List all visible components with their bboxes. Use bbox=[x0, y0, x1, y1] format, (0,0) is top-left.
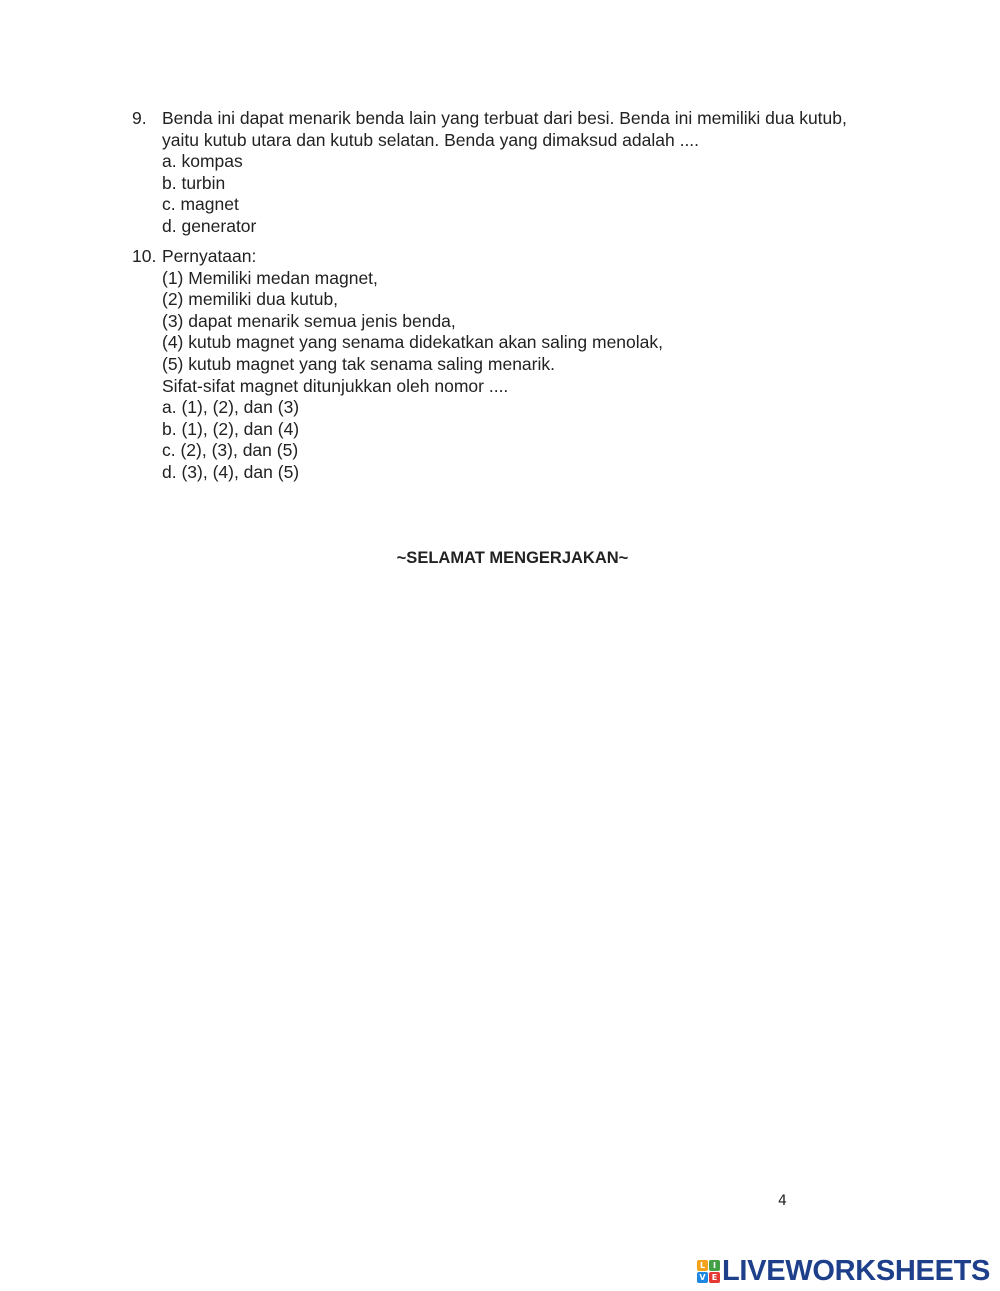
answer-option-b: b. turbin bbox=[162, 172, 226, 193]
logo-tile-e: E bbox=[709, 1272, 720, 1283]
answer-option-a: a. (1), (2), dan (3) bbox=[162, 397, 300, 418]
question-text-line: yaitu kutub utara dan kutub selatan. Benda yang dimaksud adalah .... bbox=[162, 129, 700, 150]
liveworksheets-icon bbox=[697, 1260, 720, 1283]
answer-option-c: c. (2), (3), dan (5) bbox=[162, 440, 299, 461]
answer-option-d: d. generator bbox=[162, 215, 257, 236]
statement-4: (4) kutub magnet yang senama didekatkan akan saling menolak, bbox=[162, 332, 663, 353]
question-text-line: Pernyataan: bbox=[162, 246, 257, 266]
statement-2: (2) memiliki dua kutub, bbox=[162, 289, 339, 310]
question-body bbox=[162, 108, 912, 238]
statement-5: (5) kutub magnet yang tak senama saling menarik. bbox=[162, 353, 555, 374]
question-number: 10. bbox=[132, 246, 157, 266]
closing-message: ~SELAMAT MENGERJAKAN~ bbox=[396, 549, 629, 567]
answer-option-d: d. (3), (4), dan (5) bbox=[162, 461, 300, 482]
logo-tile-l: L bbox=[697, 1260, 708, 1271]
liveworksheets-logo[interactable] bbox=[697, 1256, 990, 1286]
question-body bbox=[162, 246, 912, 484]
question-10 bbox=[132, 246, 912, 484]
question-number: 9. bbox=[132, 108, 147, 128]
statement-3: (3) dapat menarik semua jenis benda, bbox=[162, 310, 456, 331]
logo-tile-v: V bbox=[697, 1272, 708, 1283]
statement-1: (1) Memiliki medan magnet, bbox=[162, 267, 378, 288]
question-9 bbox=[132, 108, 912, 238]
answer-option-b: b. (1), (2), dan (4) bbox=[162, 418, 300, 439]
answer-option-a: a. kompas bbox=[162, 151, 243, 172]
question-text-line: Benda ini dapat menarik benda lain yang terbuat dari besi. Benda ini memiliki dua kutub, bbox=[162, 108, 847, 128]
page-number: 4 bbox=[778, 1193, 787, 1209]
logo-tile-i: I bbox=[709, 1260, 720, 1271]
brand-name: LIVEWORKSHEETS bbox=[722, 1254, 991, 1287]
question-text-line: Sifat-sifat magnet ditunjukkan oleh nomor .... bbox=[162, 375, 509, 396]
answer-option-c: c. magnet bbox=[162, 194, 239, 215]
